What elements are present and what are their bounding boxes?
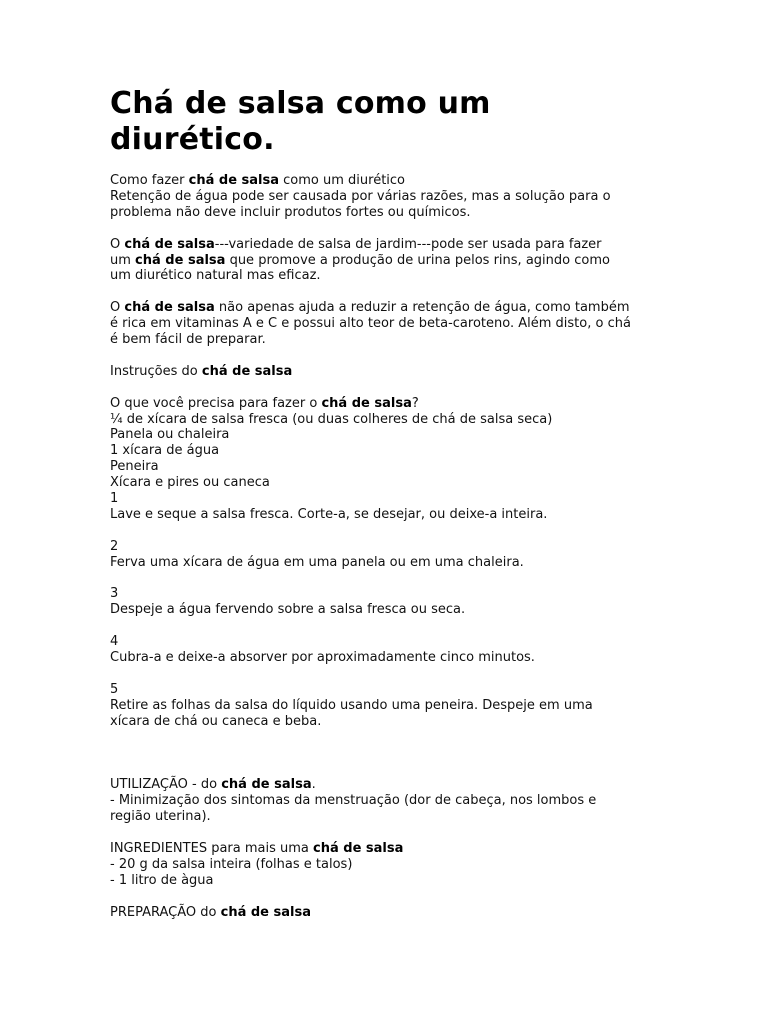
text: INGREDIENTES para mais uma — [110, 840, 314, 856]
step-text: Despeje a água fervendo sobre a salsa fresca ou seca. — [110, 602, 466, 618]
paragraph-variety — [110, 237, 670, 285]
text-line: é rica em vitaminas A e C e possui alto teor de beta-caroteno. Além disto, o chá — [110, 316, 631, 332]
text-line: - Minimização dos sintomas da menstruação (dor de cabeça, nos lombos e — [110, 793, 597, 809]
title-line: diurético. — [110, 122, 275, 157]
spacer — [110, 761, 670, 777]
spacer — [110, 730, 670, 762]
text-line: região uterina). — [110, 809, 211, 825]
needs-list — [110, 396, 670, 730]
text: um — [110, 252, 136, 268]
bold-term: chá de salsa — [221, 777, 312, 793]
text: O que você precisa para fazer o — [110, 395, 322, 411]
text: UTILIZAÇÃO - do — [110, 777, 222, 793]
text: não apenas ajuda a reduzir a retenção de água, como também — [214, 300, 630, 316]
text: ? — [411, 395, 419, 411]
text-line — [110, 364, 670, 380]
text: ---variedade de salsa de jardim---pode ser usada para fazer — [214, 236, 602, 252]
step-text: Cubra-a e deixe-a absorver por aproximadamente cinco minutos. — [110, 650, 535, 666]
bold-term: chá de salsa — [124, 300, 215, 316]
spacer — [110, 523, 670, 539]
step-text: Lave e seque a salsa fresca. Corte-a, se desejar, ou deixe-a inteira. — [110, 506, 548, 522]
spacer — [110, 666, 670, 682]
step-number: 4 — [110, 634, 119, 650]
title-line: Chá de salsa como um — [110, 86, 491, 121]
text-line: é bem fácil de preparar. — [110, 332, 266, 348]
step-number: 1 — [110, 491, 119, 507]
section-heading — [110, 841, 670, 857]
text: Instruções do — [110, 363, 202, 379]
step-number: 3 — [110, 586, 119, 602]
text-line: Retenção de água pode ser causada por várias razões, mas a solução para o — [110, 188, 611, 204]
needs-item: Panela ou chaleira — [110, 427, 230, 443]
spacer — [110, 618, 670, 634]
text: Como fazer — [110, 173, 189, 188]
step-number: 5 — [110, 681, 119, 697]
needs-item: Peneira — [110, 459, 159, 475]
step-text: Retire as folhas da salsa do líquido usando uma peneira. Despeje em uma — [110, 697, 593, 713]
text: como um diurético — [279, 173, 406, 188]
text: PREPARAÇÃO do — [110, 904, 221, 920]
text-line — [110, 237, 670, 253]
ingredients-section — [110, 841, 670, 889]
spacer — [110, 571, 670, 587]
bold-term: chá de salsa — [201, 363, 293, 379]
step-number: 2 — [110, 538, 119, 554]
section-heading — [110, 777, 670, 793]
text-line — [110, 253, 670, 269]
needs-item: Xícara e pires ou caneca — [110, 475, 270, 491]
preparation-section — [110, 905, 670, 921]
text: que promove a produção de urina pelos rins, agindo como — [225, 252, 610, 268]
ingredient-item: - 1 litro de àgua — [110, 872, 214, 888]
text-line: problema não deve incluir produtos fortes ou químicos. — [110, 204, 471, 220]
bold-term: chá de salsa — [220, 904, 311, 920]
section-heading — [110, 905, 670, 921]
bold-term: chá de salsa — [135, 252, 226, 268]
bold-term: chá de salsa — [313, 840, 404, 856]
text-line — [110, 300, 670, 316]
needs-item: ¼ de xícara de salsa fresca (ou duas colheres de chá de salsa seca) — [110, 411, 553, 427]
ingredient-item: - 20 g da salsa inteira (folhas e talos) — [110, 856, 353, 872]
text: . — [311, 777, 316, 793]
paragraph-benefits — [110, 300, 670, 348]
needs-question — [110, 396, 670, 412]
bold-term: chá de salsa — [124, 236, 215, 252]
text-line: um diurético natural mas eficaz. — [110, 268, 321, 284]
text-line — [110, 173, 670, 189]
text: O — [110, 300, 125, 316]
document-body — [110, 173, 670, 936]
bold-term: chá de salsa — [321, 395, 412, 411]
step-text: xícara de chá ou caneca e beba. — [110, 713, 322, 729]
step-text: Ferva uma xícara de água em uma panela ou em uma chaleira. — [110, 554, 524, 570]
bold-term: chá de salsa — [188, 173, 280, 188]
intro-paragraph — [110, 173, 670, 221]
text: O — [110, 236, 125, 252]
usage-section — [110, 777, 670, 825]
needs-item: 1 xícara de água — [110, 443, 220, 459]
instructions-heading — [110, 364, 670, 380]
page-title — [110, 86, 670, 158]
